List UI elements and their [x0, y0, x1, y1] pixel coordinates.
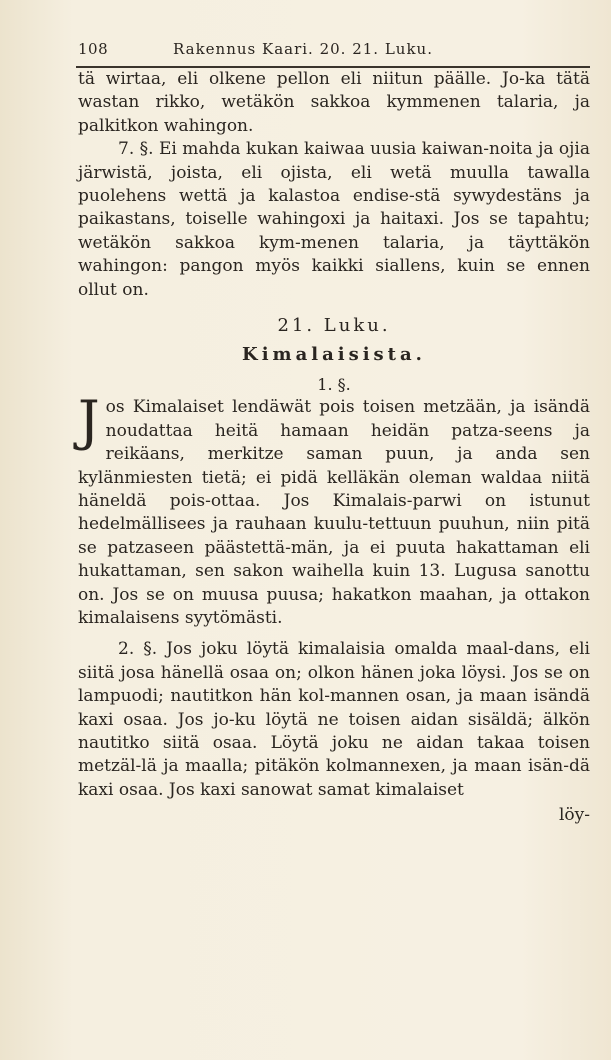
paragraph-text: os Kimalaiset lendäwät pois toisen metzään, ja isändä noudattaa heitä hamaan heidän patza-seens ja reikäans, merkitze saman puun, ja anda sen kylänmiesten tietä; ei pidä kelläkän oleman waldaa niitä häneldä pois-ottaa. Jos Kimalais-parwi on istunut hedelmällisees ja rauhaan kuulu-tettuun puuhun, niin pitä se patzaseen päästettä-män, ja ei puuta hakattaman eli hukattaman, sen sakon waihella kuin 13. Lugusa sanottu on. Jos se on muusa puusa; hakatkon maahan, ja ottakon kimalaisens syytömästi.	[78, 397, 590, 628]
catchword: löy-	[558, 805, 590, 826]
paragraph-with-dropcap	[78, 389, 590, 630]
paragraph: 2. §. Jos joku löytä kimalaisia omalda maal-dans, eli siitä josa hänellä osaa on; olkon hänen joka löysi. Jos se on lampuodi; nautitkon hän kol-mannen osan, ja maan isändä kaxi osaa. Jos jo-ku löytä ne toisen aidan sisäldä; älkön nautitko siitä osaa. Löytä joku ne aidan takaa toisen metzäl-lä ja maalla; pitäkön kolmannexen, ja maan isän-dä kaxi osaa. Jos kaxi sanowat samat kimalaiset	[78, 639, 590, 800]
page-header	[78, 40, 590, 62]
drop-cap: J	[78, 389, 100, 453]
running-title: Rakennus Kaari. 20. 21. Luku.	[173, 40, 433, 58]
section-mark: 1. §.	[317, 374, 351, 394]
chapter-number: 21. Luku.	[277, 315, 391, 337]
paragraph: tä wirtaa, eli olkene pellon eli niitun päälle. Jo-ka tätä wastan rikko, wetäkön sakkoa kymmenen talaria, ja palkitkon wahingon.	[78, 69, 590, 136]
page-body	[78, 68, 590, 828]
chapter-title: Kimalaisista.	[242, 344, 426, 366]
paragraph: 7. §. Ei mahda kukan kaiwaa uusia kaiwan-noita ja ojia järwistä, joista, eli ojista, eli wetä muulla tawalla puolehens wettä ja kalastoa endise-stä sywydestäns ja paikastans, toiselle wahingoxi ja haitaxi. Jos se tapahtu; wetäkön sakkoa kym-menen talaria, ja täyttäkön wahingon: pangon myös kaikki siallens, kuin se ennen ollut on.	[78, 139, 590, 300]
page-number: 108	[78, 40, 109, 58]
